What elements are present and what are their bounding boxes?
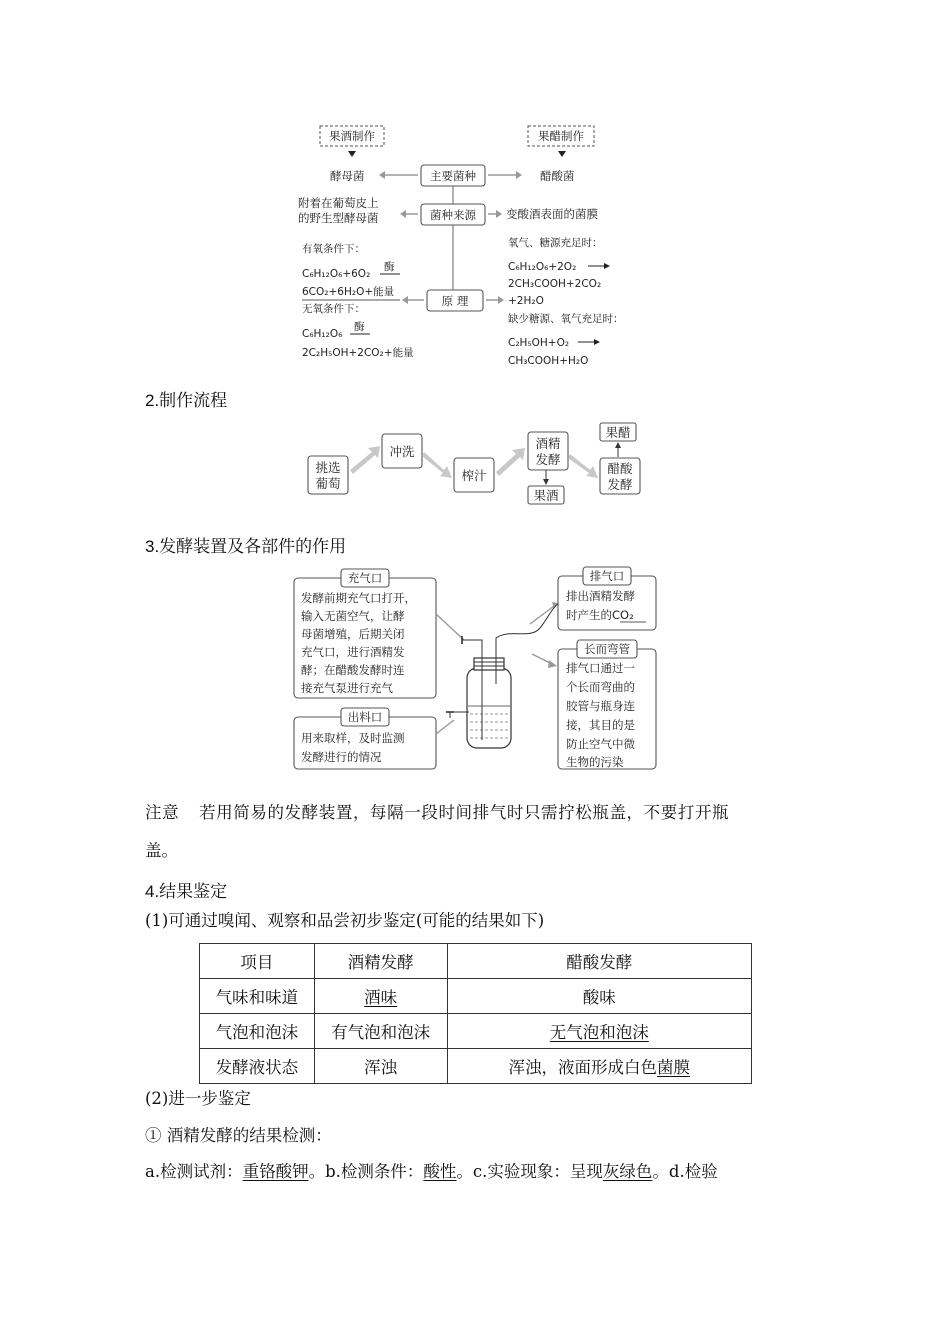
section2-heading: 2.制作流程: [145, 391, 228, 410]
inflation-line2: 输入无菌空气，让酵: [301, 609, 405, 623]
tube-line2: 个长而弯曲的: [566, 680, 635, 694]
table-row: [200, 1049, 752, 1084]
vinegar-strain: 醋酸菌: [540, 169, 575, 183]
detection-line: [145, 1164, 718, 1181]
tube-line6: 生物的污染: [566, 755, 624, 769]
table-cell: 发酵液状态: [200, 1049, 315, 1084]
table-cell-text: 浑浊，液面形成白色: [508, 1058, 658, 1077]
flow-arrow-icon: [350, 446, 380, 474]
wine-anaerobic-eq2: 2C₂H₅OH+2CO₂+能量: [302, 347, 414, 359]
outlet-title: 出料口: [347, 710, 383, 724]
wine-source-line2: 的野生型酵母菌: [298, 211, 379, 225]
wine-source-line1: 附着在葡萄皮上: [298, 196, 379, 210]
production-flow-diagram: [300, 418, 650, 510]
table-cell-underlined: 酒味: [364, 988, 398, 1007]
vinegar-source: 变酸酒表面的菌膜: [506, 207, 598, 221]
table-header: 酒精发酵: [314, 944, 447, 979]
left-arrow-icon: [402, 296, 408, 304]
note-label: 注意: [145, 804, 180, 822]
principle-label: 原 理: [441, 294, 469, 308]
detection-c-value: 灰绿色: [602, 1162, 653, 1181]
note-text1: 若用简易的发酵装置，每隔一段时间排气时只需拧松瓶盖，不要打开瓶: [199, 803, 730, 822]
flow-squeeze: 榨汁: [461, 468, 487, 483]
detection-a-value: 重铬酸钾: [242, 1162, 309, 1181]
left-arrow-icon: [400, 210, 406, 218]
table-cell-underlined: 无气泡和泡沫: [549, 1023, 649, 1042]
tube-line5: 防止空气中微: [566, 737, 635, 751]
inflation-title: 充气口: [347, 571, 383, 585]
flow-alcohol-l2: 发酵: [535, 452, 561, 467]
source-label: 菌种来源: [430, 208, 476, 222]
flow-select-l1: 挑选: [315, 460, 341, 475]
down-arrow-icon: [543, 479, 549, 485]
note-line1: [145, 805, 729, 822]
inflation-line1: 发酵前期充气口打开，: [301, 591, 416, 605]
wine-header: 果酒制作: [329, 129, 375, 143]
detection-a-label: a.检测试剂：: [145, 1162, 243, 1181]
result-table: [199, 943, 752, 1084]
section3-heading: 3.发酵装置及各部件的作用: [145, 537, 347, 556]
table-header-row: [200, 944, 752, 979]
tube-line4: 接，其目的是: [566, 718, 635, 732]
vinegar-cond1: 氧气、糖源充足时：: [508, 237, 603, 249]
fermentation-comparison-diagram: [290, 118, 660, 376]
table-row: [200, 1014, 752, 1049]
table-header: 醋酸发酵: [447, 944, 751, 979]
vinegar-eq1a: C₆H₁₂O₆+2O₂: [508, 261, 577, 273]
detection-b-value: 酸性: [423, 1162, 457, 1181]
section4-sub1: (1)可通过嗅闻、观察和品尝初步鉴定(可能的结果如下): [145, 911, 545, 930]
flow-acetic-l1: 醋酸: [607, 461, 633, 476]
wine-aerobic-enzyme: 酶: [384, 261, 395, 273]
table-cell: 气味和味道: [200, 979, 315, 1014]
flow-acetic-l2: 发酵: [607, 477, 633, 492]
outlet-line1: 用来取样，及时监测: [301, 731, 405, 745]
flow-vinegar: 果醋: [605, 425, 631, 440]
flow-wine: 果酒: [533, 488, 559, 503]
flow-alcohol-l1: 酒精: [535, 436, 561, 451]
fermentation-apparatus-diagram: [290, 564, 662, 774]
down-arrow-icon: [558, 151, 566, 157]
down-arrow-icon: [348, 151, 356, 157]
inflation-line4: 充气口，进行酒精发: [301, 645, 405, 659]
left-arrow-icon: [379, 171, 385, 179]
table-cell: 酸味: [447, 979, 751, 1014]
vinegar-eq1c: +2H₂O: [508, 295, 544, 307]
table-cell: 有气泡和泡沫: [314, 1014, 447, 1049]
wine-aerobic-cond: 有氧条件下：: [302, 243, 365, 255]
vinegar-eq2a: C₂H₅OH+O₂: [508, 337, 570, 349]
table-cell: 气泡和泡沫: [200, 1014, 315, 1049]
tube-line3: 胶管与瓶身连: [566, 699, 635, 713]
exhaust-line2: 时产生的CO₂: [566, 608, 634, 622]
right-arrow-icon: [516, 171, 522, 179]
table-row: [200, 979, 752, 1014]
flow-wash: 冲洗: [389, 444, 415, 459]
wine-anaerobic-cond: 无氧条件下：: [302, 303, 365, 315]
outlet-line2: 发酵进行的情况: [301, 750, 382, 764]
section4-sub2-item: ① 酒精发酵的结果检测：: [145, 1126, 332, 1145]
section4-heading: 4.结果鉴定: [145, 882, 228, 901]
wine-aerobic-eq1: C₆H₁₂O₆+6O₂: [302, 268, 371, 280]
main-strain-label: 主要菌种: [430, 169, 476, 183]
vinegar-eq1b: 2CH₃COOH+2CO₂: [508, 278, 602, 290]
flow-arrow-icon: [422, 452, 452, 478]
exhaust-line1: 排出酒精发酵: [566, 589, 635, 603]
up-arrow-icon: [615, 442, 621, 448]
right-arrow-icon: [496, 210, 502, 218]
tube-line1: 排气口通过一: [566, 661, 635, 675]
wine-anaerobic-eq1: C₆H₁₂O₆: [302, 328, 343, 340]
wine-anaerobic-enzyme: 酶: [354, 321, 365, 333]
table-cell-underlined: 菌膜: [657, 1058, 691, 1077]
wine-strain: 酵母菌: [330, 169, 365, 183]
inflation-line6: 接充气泵进行充气: [301, 681, 393, 695]
vinegar-cond2: 缺少糖源、氧气充足时：: [508, 313, 624, 325]
vinegar-header: 果醋制作: [538, 129, 584, 143]
note-line2: 盖。: [145, 841, 178, 860]
table-cell: [447, 1014, 751, 1049]
table-header: 项目: [200, 944, 315, 979]
detection-c-label: 。c.实验现象：呈现: [456, 1162, 603, 1181]
flow-arrow-icon: [568, 454, 598, 478]
inflation-line5: 酵；在醋酸发酵时连: [301, 663, 405, 677]
fermentation-bottle: [446, 604, 558, 748]
table-cell: [314, 979, 447, 1014]
flow-arrow-icon: [496, 448, 525, 476]
exhaust-title: 排气口: [589, 569, 625, 583]
section4-sub2: (2)进一步鉴定: [145, 1089, 251, 1108]
inflation-line3: 母菌增殖，后期关闭: [301, 627, 405, 641]
vinegar-eq2b: CH₃COOH+H₂O: [508, 355, 589, 367]
flow-select-l2: 葡萄: [315, 476, 341, 491]
right-arrow-icon: [498, 296, 504, 304]
table-cell: [447, 1049, 751, 1084]
detection-d-label: 。d.检验: [652, 1162, 718, 1181]
wine-aerobic-eq2: 6CO₂+6H₂O+能量: [302, 286, 395, 298]
detection-b-label: 。b.检测条件：: [308, 1162, 424, 1181]
tube-title: 长而弯管: [584, 642, 630, 656]
table-cell: 浑浊: [314, 1049, 447, 1084]
